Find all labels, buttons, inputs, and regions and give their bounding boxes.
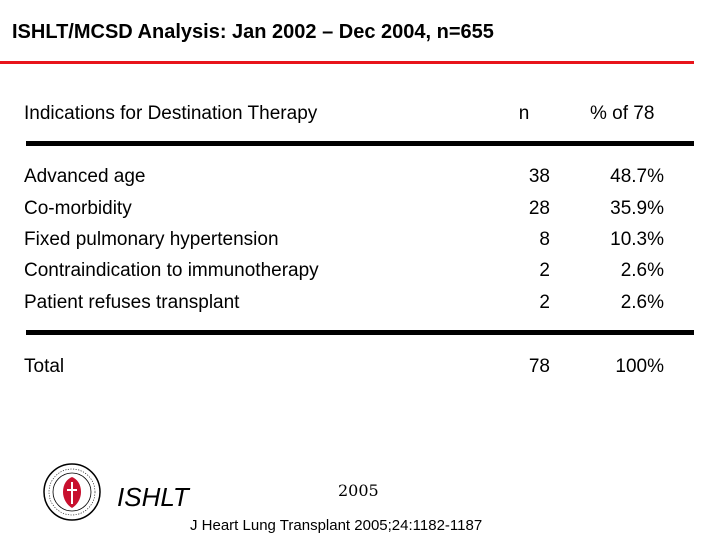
header-n: n	[518, 103, 530, 124]
row-percent: 35.9%	[610, 198, 664, 219]
publication-year: 2005	[338, 481, 379, 500]
total-percent: 100%	[615, 356, 664, 377]
row-n: 28	[528, 198, 550, 219]
row-n: 8	[539, 229, 550, 250]
header-percent: % of 78	[590, 103, 655, 124]
row-percent: 2.6%	[620, 292, 664, 313]
row-label: Fixed pulmonary hypertension	[24, 229, 279, 250]
row-percent: 2.6%	[620, 260, 664, 281]
total-n: 78	[528, 356, 550, 377]
header-divider	[26, 141, 694, 146]
row-label: Co-morbidity	[24, 198, 132, 219]
total-divider	[26, 330, 694, 335]
row-n: 2	[539, 292, 550, 313]
journal-citation: J Heart Lung Transplant 2005;24:1182-1187	[190, 517, 483, 534]
total-label: Total	[24, 356, 65, 377]
page-title: ISHLT/MCSD Analysis: Jan 2002 – Dec 2004, n=655	[12, 21, 494, 43]
ishlt-brand: ISHLT	[117, 482, 189, 512]
ishlt-seal-logo	[42, 462, 102, 522]
row-percent: 48.7%	[610, 166, 664, 187]
row-n: 38	[528, 166, 550, 187]
title-underline	[0, 61, 694, 64]
header-indications: Indications for Destination Therapy	[24, 103, 318, 124]
row-label: Patient refuses transplant	[24, 292, 240, 313]
row-label: Contraindication to immunotherapy	[24, 260, 319, 281]
row-percent: 10.3%	[610, 229, 664, 250]
row-label: Advanced age	[24, 166, 146, 187]
row-n: 2	[539, 260, 550, 281]
